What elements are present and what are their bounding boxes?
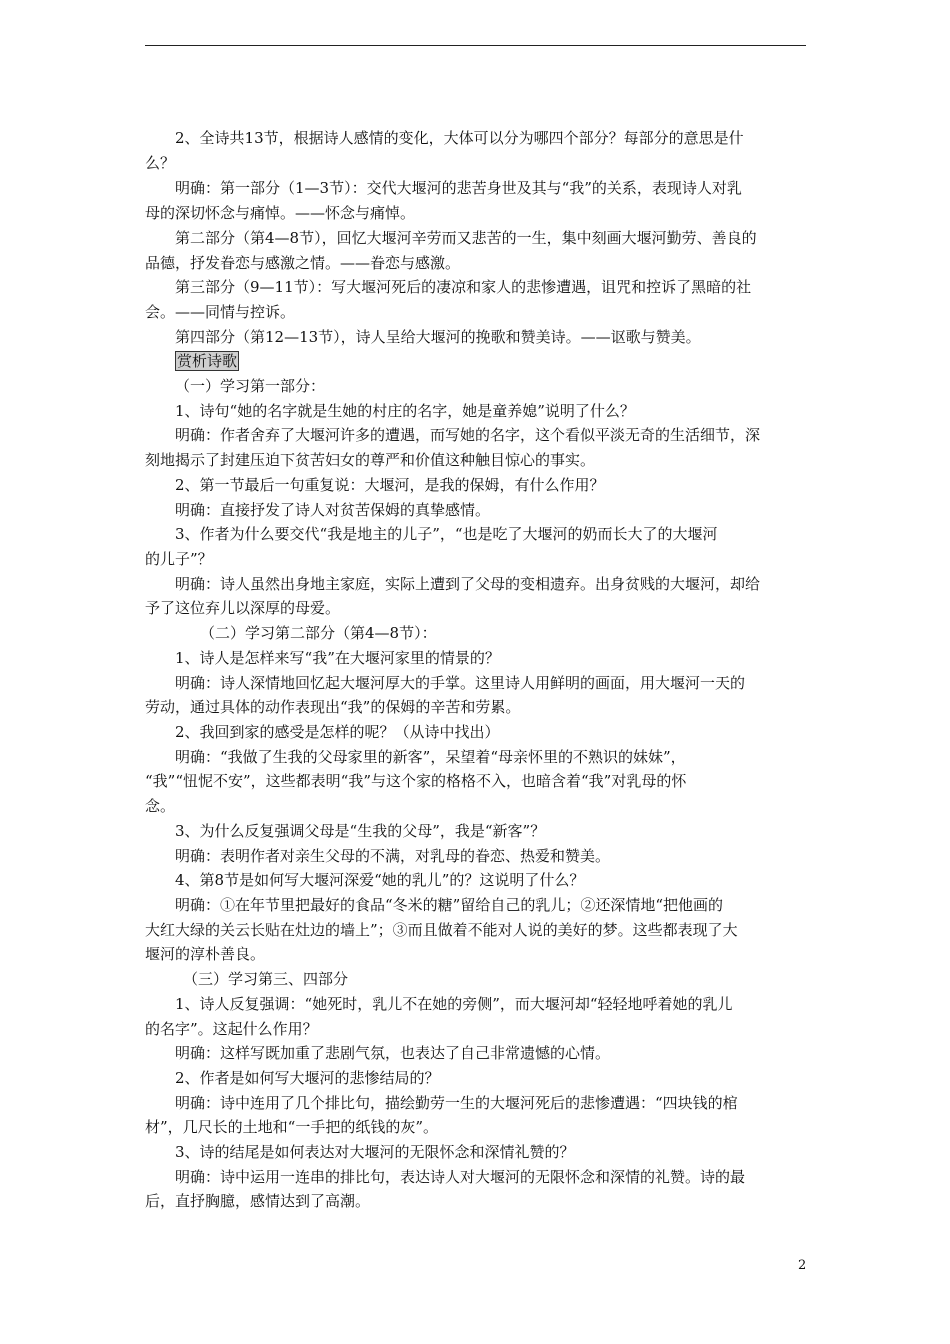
paragraph-line: 明确：第一部分（1—3节）：交代大堰河的悲苦身世及其与“我”的关系，表现诗人对乳 <box>175 179 742 197</box>
answer-line: 明确：诗中运用一连串的排比句，表达诗人对大堰河的无限怀念和深情的礼赞。诗的最 <box>175 1168 746 1186</box>
answer-line: 予了这位弃儿以深厚的母爱。 <box>145 599 341 617</box>
question-line: 4、第8节是如何写大堰河深爱“她的乳儿”的？这说明了什么？ <box>175 871 585 889</box>
paragraph-line: 第三部分（9—11节）：写大堰河死后的凄凉和家人的悲惨遭遇，诅咒和控诉了黑暗的社 <box>175 278 752 296</box>
page-number: 2 <box>798 1258 807 1273</box>
answer-line: 刻地揭示了封建压迫下贫苦妇女的尊严和价值这种触目惊心的事实。 <box>145 451 596 469</box>
paragraph-line: 会。——同情与控诉。 <box>145 303 296 321</box>
answer-line: 明确：诗人深情地回忆起大堰河厚大的手掌。这里诗人用鲜明的画面，用大堰河一天的 <box>175 674 746 692</box>
subsection-heading: （一）学习第一部分： <box>175 377 326 395</box>
answer-line: 后，直抒胸臆，感情达到了高潮。 <box>145 1192 371 1210</box>
subsection-heading: （二）学习第二部分（第4—8节）： <box>200 624 437 642</box>
paragraph-line: 母的深切怀念与痛悼。——怀念与痛悼。 <box>145 204 416 222</box>
answer-line: 明确：这样写既加重了悲剧气氛，也表达了自己非常遗憾的心情。 <box>175 1044 611 1062</box>
answer-line: 明确：作者舍弃了大堰河许多的遭遇，而写她的名字，这个看似平淡无奇的生活细节，深 <box>175 426 761 444</box>
paragraph-line: 第四部分（第12—13节），诗人呈给大堰河的挽歌和赞美诗。——讴歌与赞美。 <box>175 328 701 346</box>
answer-line: 堰河的淳朴善良。 <box>145 945 266 963</box>
question-line: 2、作者是如何写大堰河的悲惨结局的？ <box>175 1069 440 1087</box>
answer-line: 念。 <box>145 797 176 815</box>
answer-line: 劳动，通过具体的动作表现出“我”的保姆的辛苦和劳累。 <box>145 698 521 716</box>
paragraph-line: 第二部分（第4—8节），回忆大堰河辛劳而又悲苦的一生，集中刻画大堰河勤劳、善良的 <box>175 229 757 247</box>
question-line: 2、第一节最后一句重复说：大堰河，是我的保姆，有什么作用？ <box>175 476 605 494</box>
answer-line: 大红大绿的关云长贴在灶边的墙上”；③而且做着不能对人说的美好的梦。这些都表现了大 <box>145 921 738 939</box>
question-line: 3、为什么反复强调父母是“生我的父母”，我是“新客”？ <box>175 822 546 840</box>
subsection-heading: （三）学习第三、四部分 <box>183 970 349 988</box>
question-line: 1、诗人是怎样来写“我”在大堰河家里的情景的？ <box>175 649 500 667</box>
answer-line: 明确：诗人虽然出身地主家庭，实际上遭到了父母的变相遗弃。出身贫贱的大堰河，却给 <box>175 575 761 593</box>
answer-line: 明确：直接抒发了诗人对贫苦保姆的真挚感情。 <box>175 501 491 519</box>
answer-line: 明确：“我做了生我的父母家里的新客”，呆望着“母亲怀里的不熟识的妹妹”， <box>175 748 686 766</box>
section-heading-label: 赏析诗歌 <box>177 352 238 370</box>
question-line: 3、作者为什么要交代“我是地主的儿子”，“也是吃了大堰河的奶而长大了的大堰河 <box>175 525 718 543</box>
answer-line: 明确：①在年节里把最好的食品“冬米的糖”留给自己的乳儿；②还深情地“把他画的 <box>175 896 724 914</box>
question-line: 1、诗人反复强调：“她死时，乳儿不在她的旁侧”，而大堰河却“轻轻地呼着她的乳儿 <box>175 995 733 1013</box>
paragraph-line: 么？ <box>145 154 176 172</box>
answer-line: 明确：表明作者对亲生父母的不满，对乳母的眷恋、热爱和赞美。 <box>175 847 611 865</box>
answer-line: “我”“忸怩不安”，这些都表明“我”与这个家的格格不入，也暗含着“我”对乳母的怀 <box>145 772 687 790</box>
answer-line: 明确：诗中连用了几个排比句，描绘勤劳一生的大堰河死后的悲惨遭遇：“四块钱的棺 <box>175 1094 738 1112</box>
question-line: 的儿子”？ <box>145 550 213 568</box>
paragraph-line: 品德，抒发眷恋与感激之情。——眷恋与感激。 <box>145 254 461 272</box>
question-line: 3、诗的结尾是如何表达对大堰河的无限怀念和深情礼赞的？ <box>175 1143 575 1161</box>
section-heading <box>175 351 239 371</box>
question-line: 2、我回到家的感受是怎样的呢？（从诗中找出） <box>175 723 500 741</box>
paragraph-line: 2、全诗共13节，根据诗人感情的变化，大体可以分为哪四个部分？每部分的意思是什 <box>175 129 744 147</box>
header-rule <box>145 45 806 46</box>
question-line: 1、诗句“她的名字就是生她的村庄的名字，她是童养媳”说明了什么？ <box>175 402 635 420</box>
question-line: 的名字”。这起什么作用？ <box>145 1020 318 1038</box>
answer-line: 材”，几尺长的土地和“一手把的纸钱的灰”。 <box>145 1118 439 1136</box>
